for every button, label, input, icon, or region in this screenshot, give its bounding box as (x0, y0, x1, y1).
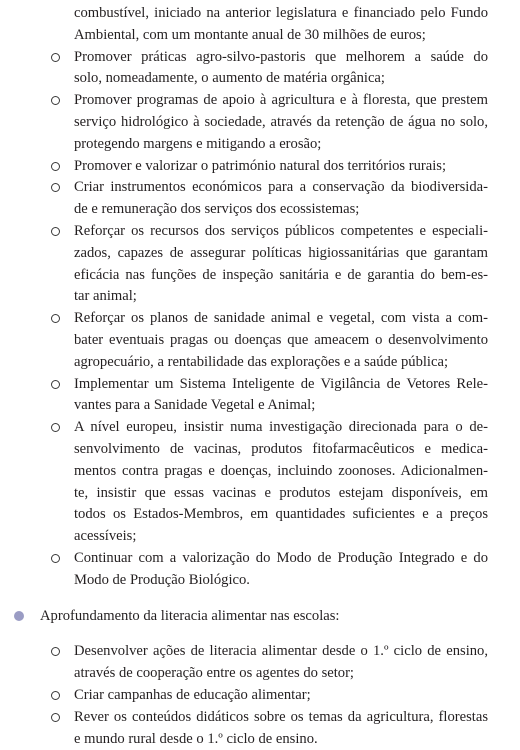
text-line: acessíveis; (74, 528, 137, 545)
text-line: Reforçar os recursos dos serviços públicos competentes e especiali- (74, 223, 488, 239)
text-line: mentos contra pragas e doenças, incluindo zoonoses. Adicionalmen- (74, 462, 488, 479)
text-line: Promover práticas agro-silvo-pastoris que melhorem a saúde do (74, 48, 488, 65)
circle-bullet-icon (51, 691, 60, 700)
text-line: te, insistir que essas vacinas e produtos estejam disponíveis, em (74, 484, 488, 501)
text-line: vantes para a Sanidade Vegetal e Animal; (74, 397, 316, 414)
text-line: solo, nomeadamente, o aumento de matéria orgânica; (74, 70, 385, 87)
text-line: zados, capazes de assegurar políticas higiossanitárias que garantam (74, 244, 488, 261)
text-line: combustível, iniciado na anterior legislatura e financiado pelo Fundo (74, 5, 488, 21)
text-line: Implementar um Sistema Inteligente de Vigilância de Vetores Rele- (74, 375, 488, 392)
text-line: serviço hidrológico à sociedade, através da retenção de água no solo, (74, 114, 488, 130)
text-line: eficácia nas funções de inspeção sanitária e de garantia do bem-es- (74, 266, 488, 283)
text-line: Desenvolver ações de literacia alimentar desde o 1.º ciclo de ensino, (74, 643, 488, 660)
main-item-text: Aprofundamento da literacia alimentar nas escolas: (40, 607, 340, 624)
text-line: Rever os conteúdos didáticos sobre os temas da agricultura, florestas (74, 708, 488, 725)
filled-dot-bullet-icon (14, 611, 24, 621)
circle-bullet-icon (51, 423, 60, 432)
circle-bullet-icon (51, 713, 60, 722)
text-line: e mundo rural desde o 1.º ciclo de ensino. (74, 730, 318, 747)
text-line: de e remuneração dos serviços dos ecossistemas; (74, 201, 360, 218)
text-line: através de cooperação entre os agentes do setor; (74, 665, 354, 682)
circle-bullet-icon (51, 53, 60, 62)
text-line: bater eventuais pragas ou doenças que ameacem o desenvolvimento (74, 332, 488, 348)
text-line: todos os Estados-Membros, em quantidades suficientes e a preços (74, 506, 488, 523)
text-line: Continuar com a valorização do Modo de Produção Integrado e do (74, 550, 488, 566)
circle-bullet-icon (51, 183, 60, 192)
text-line: Promover e valorizar o património natural dos territórios rurais; (74, 157, 447, 174)
circle-bullet-icon (51, 380, 60, 389)
text-line: A nível europeu, insistir numa investigação direcionada para o de- (74, 419, 488, 436)
circle-bullet-icon (51, 162, 60, 171)
text-line: tar animal; (74, 288, 137, 305)
text-line: Modo de Produção Biológico. (74, 571, 250, 588)
text-line: Promover programas de apoio à agricultura e à floresta, que prestem (74, 92, 488, 109)
circle-bullet-icon (51, 96, 60, 105)
circle-bullet-icon (51, 314, 60, 323)
circle-bullet-icon (51, 554, 60, 563)
text-line: Ambiental, com um montante anual de 30 milhões de euros; (74, 26, 426, 43)
circle-bullet-icon (51, 227, 60, 236)
text-line: protegendo margens e mitigando a erosão; (74, 135, 322, 152)
text-line: Reforçar os planos de sanidade animal e vegetal, com vista a com- (74, 310, 488, 327)
circle-bullet-icon (51, 647, 60, 656)
text-line: Criar instrumentos económicos para a conservação da biodiversida- (74, 179, 488, 196)
text-line: agropecuário, a rentabilidade das explorações e a saúde pública; (74, 353, 448, 370)
text-line: Criar campanhas de educação alimentar; (74, 687, 311, 703)
text-line: senvolvimento de vacinas, produtos fitofarmacêuticos e medica- (74, 441, 488, 457)
